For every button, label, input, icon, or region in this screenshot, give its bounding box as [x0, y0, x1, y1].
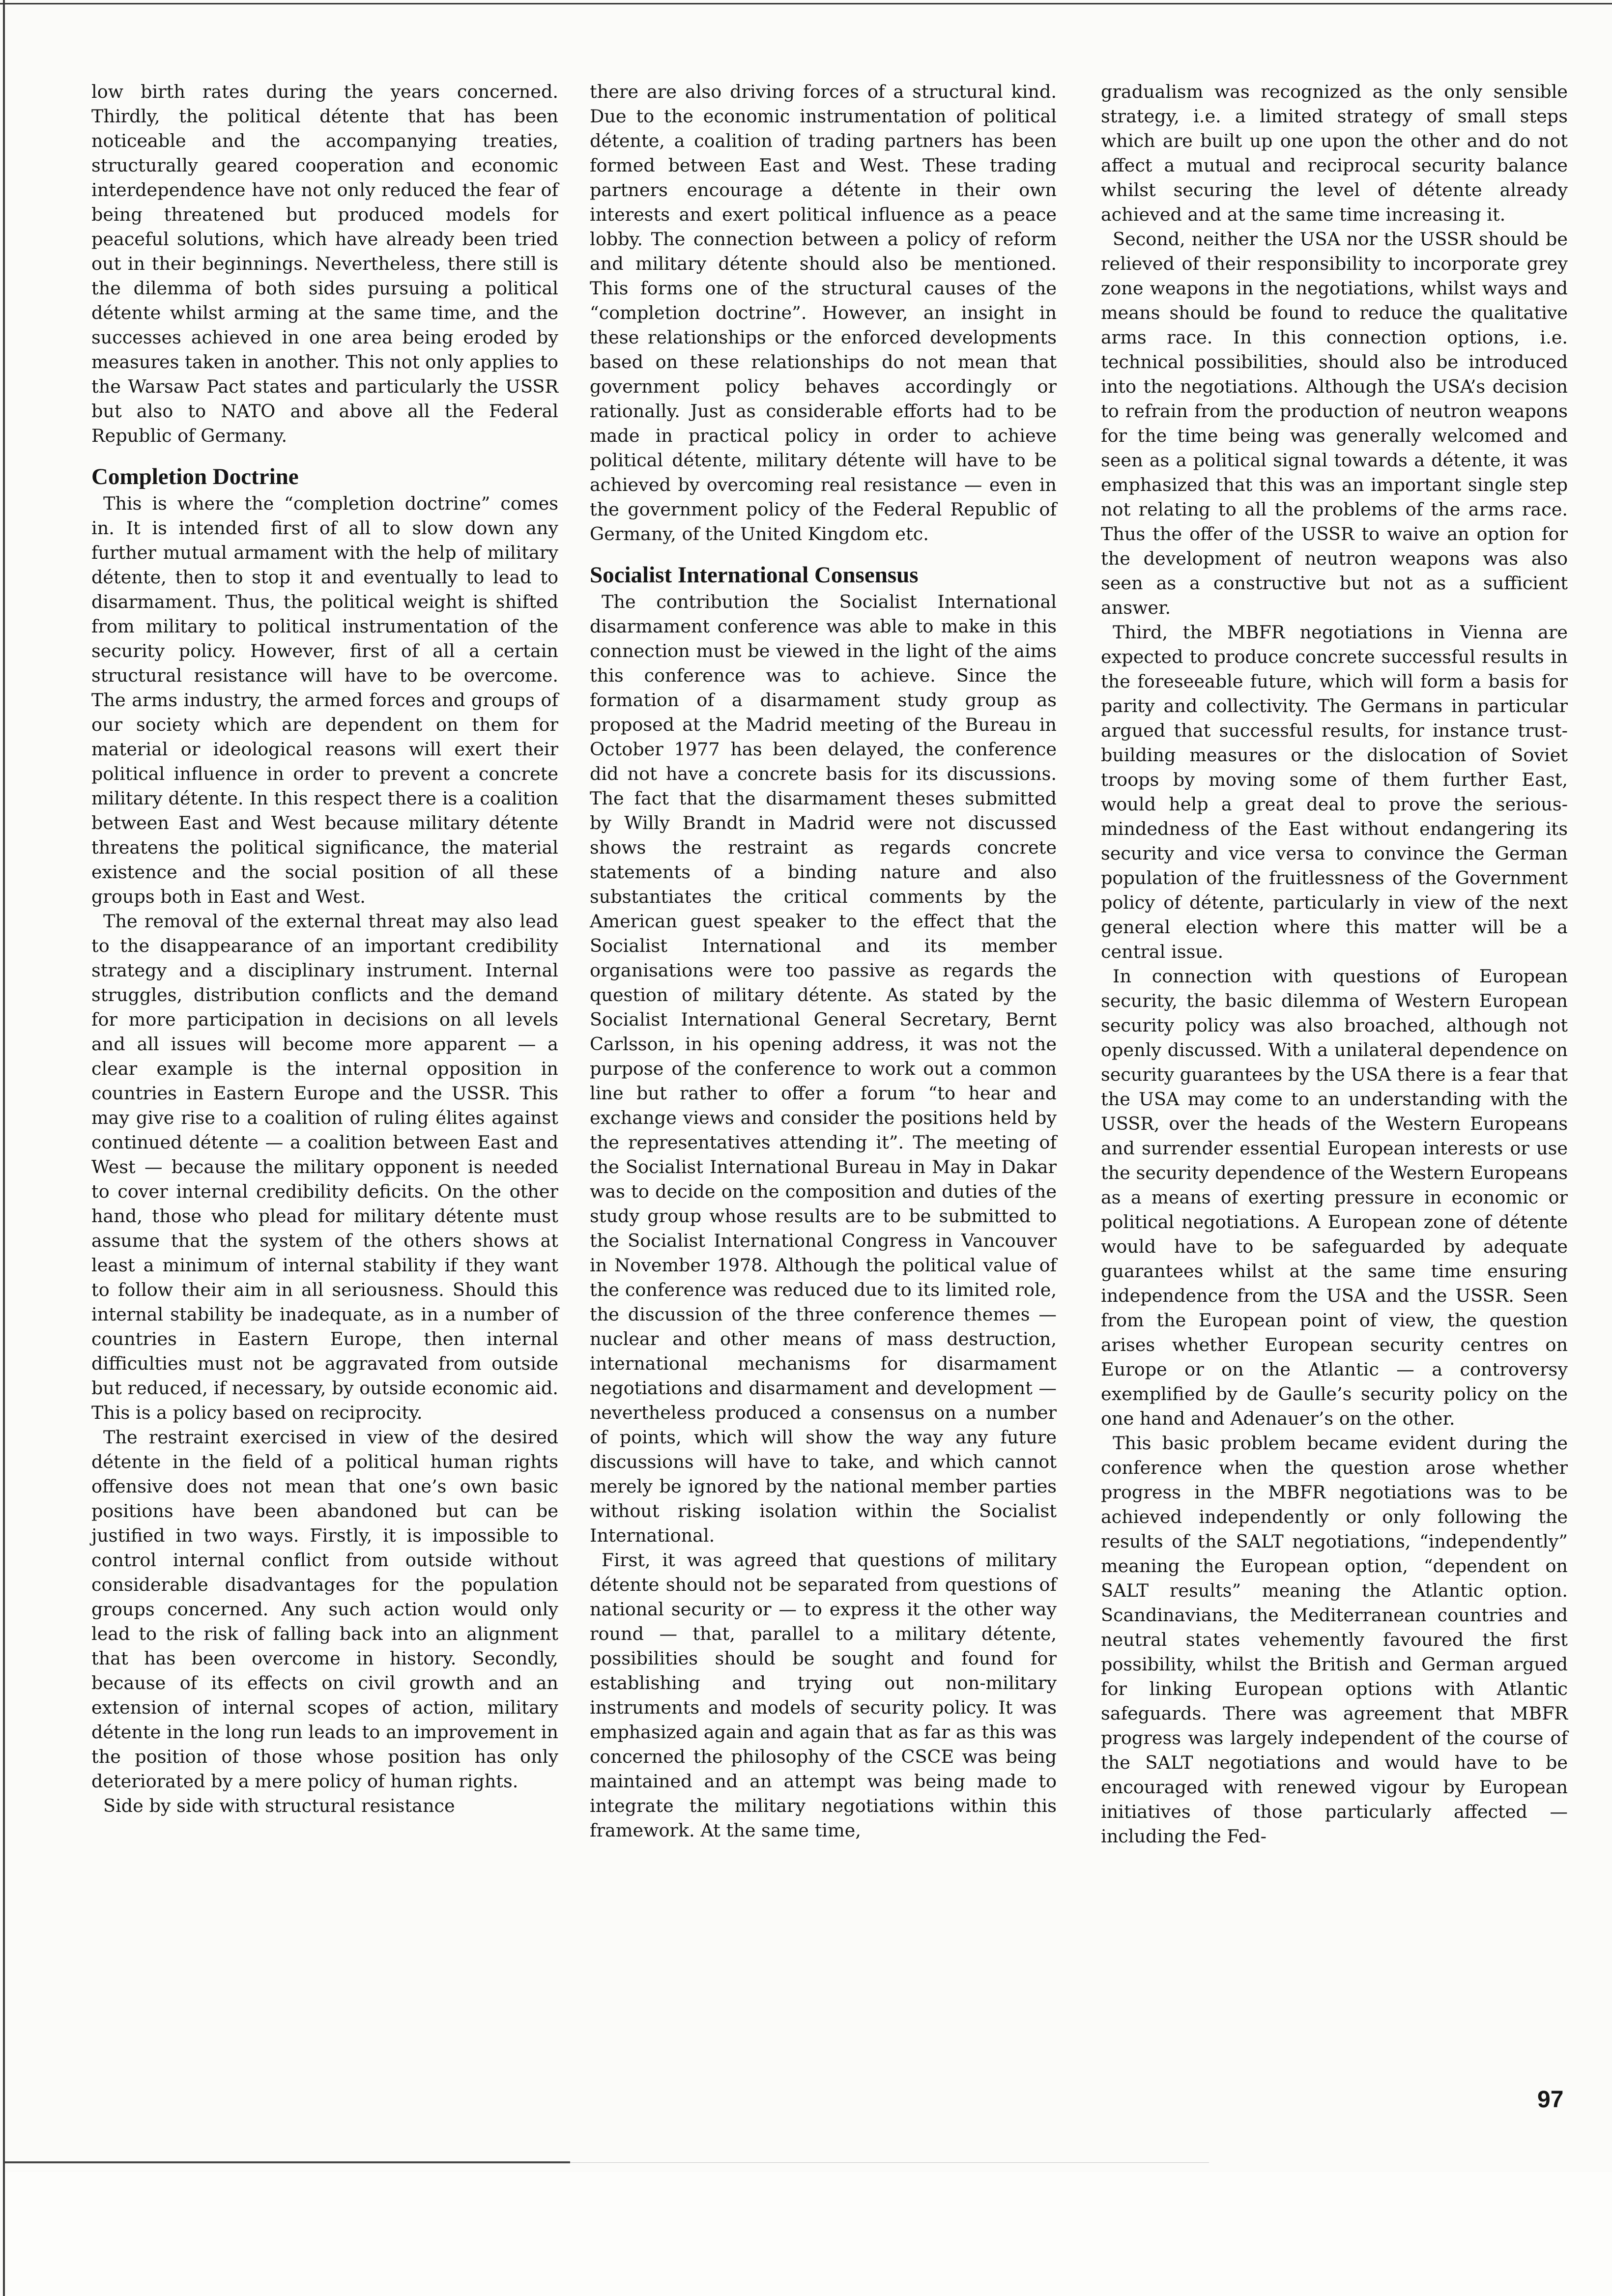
paragraph: This basic problem became evident during the conference when the question arose whether progress in the MBFR negotiations was to be achieved independently or only following the results of the SALT negotiations, “independently” meaning the European option, “dependent on SALT results” meaning the Atlantic option. Scandinavians, the Mediterranean countries and neutral states vehemently favoured the first possibility, whilst the British and German argued for linking European options with Atlantic safeguards. There was agreement that MBFR progress was largely independent of the course of the SALT negotiations and would have to be encouraged with renewed vigour by European initiatives of those particularly affected — including the Fed- [1101, 1433, 1568, 1847]
paragraph: Second, neither the USA nor the USSR should be relieved of their responsibility to incorporate grey zone weapons in the negotiations, whilst ways and means should be found to reduce the qualitative arms race. In this connection options, i.e. technical possibilities, should also be introduced into the negotiations. Although the USA’s decision to refrain from the production of neutron weapons for the time being was generally welcomed and seen as a political signal towards a détente, it was emphasized that this was an important single step not relating to all the problems of the arms race. Thus the offer of the USSR to waive an option for the development of neutron weapons was also seen as a constructive but not as a sufficient answer. [1101, 229, 1568, 618]
paragraph: gradualism was recognized as the only sensible strategy, i.e. a limited strategy of small steps which are built up one upon the other and do not affect a mutual and reciprocal security balance whilst securing the level of détente already achieved and at the same time increasing it. [1101, 81, 1568, 225]
paragraph: The removal of the external threat may also lead to the disappearance of an important credibility strategy and a disciplinary instrument. Internal struggles, distribution conflicts and the demand for more participation in decisions on all levels and all issues will become more apparent — a clear example is the internal opposition in countries in Eastern Europe and the USSR. This may give rise to a coalition of ruling élites against continued détente — a coalition between East and West — because the military opponent is needed to cover internal credibility deficits. On the other hand, those who plead for military détente must assume that the system of the others shows at least a minimum of internal stability if they want to follow their aim in all seriousness. Should this internal stability be inadequate, as in a number of countries in Eastern Europe, then internal difficulties must not be aggravated from outside but reduced, if necessary, by outside economic aid. This is a policy based on reciprocity. [91, 911, 558, 1423]
text-column-2 [590, 80, 1057, 1843]
bottom-faint-rule [570, 2162, 1209, 2163]
paragraph: there are also driving forces of a structural kind. Due to the economic instrumentation of political détente, a coalition of trading partners has been formed between East and West. These trading partners encourage a détente in their own interests and exert political influence as a peace lobby. The connection between a policy of reform and military détente should also be mentioned. This forms one of the structural causes of the “completion doctrine”. However, an insight in these relationships or the enforced developments based on these relationships do not mean that government policy behaves accordingly or rationally. Just as considerable efforts had to be made in practical policy in order to achieve political détente, military détente will have to be achieved by overcoming real resistance — even in the government policy of the Federal Republic of Germany, of the United Kingdom etc. [590, 81, 1057, 545]
paragraph: The restraint exercised in view of the desired détente in the field of a political human rights offensive does not mean that one’s own basic positions have been abandoned but can be justified in two ways. Firstly, it is impossible to control internal conflict from outside without considerable disadvantages for the population groups concerned. Any such action would only lead to the risk of falling back into an alignment that has been overcome in history. Secondly, because of its effects on civil growth and an extension of internal scopes of action, military détente in the long run leads to an improvement in the position of those whose position has only deteriorated by a mere policy of human rights. [91, 1427, 558, 1792]
section-heading-socialist-international-consensus: Socialist International Consensus [590, 562, 919, 588]
paragraph: Side by side with structural resistance [103, 1795, 455, 1816]
paragraph: This is where the “completion doctrine” comes in. It is intended first of all to slow down any further mutual armament with the help of military détente, then to stop it and eventually to lead to disarmament. Thus, the political weight is shifted from military to political instrumentation of the security policy. However, first of all a certain structural resistance will have to be overcome. The arms industry, the armed forces and groups of our society which are dependent on them for material or ideological reasons will exert their political influence in order to prevent a concrete military détente. In this respect there is a coalition between East and West because military détente threatens the political significance, the material existence and the social position of all these groups both in East and West. [91, 493, 558, 907]
page-number: 97 [1537, 2087, 1564, 2113]
paragraph: Third, the MBFR negotiations in Vienna are expected to produce concrete successful results in the foreseeable future, which will form a basis for parity and collectivity. The Germans in particular argued that successful results, for instance trust-building measures or the dislocation of Soviet troops by moving some of them further East, would help a great deal to prove the serious-mindedness of the East without endangering its security and vice versa to convince the German population of the fruitlessness of the Government policy of détente, particularly in view of the next general election where this matter will be a central issue. [1101, 622, 1568, 962]
section-heading-completion-doctrine: Completion Doctrine [91, 464, 299, 489]
left-border-rule [3, 0, 5, 2296]
top-border-rule [0, 3, 1612, 4]
page-bottom-margin [5, 2172, 1612, 2296]
paragraph: The contribution the Socialist International disarmament conference was able to make in this connection must be viewed in the light of the aims this conference was to achieve. Since the formation of a disarmament study group as proposed at the Madrid meeting of the Bureau in October 1977 has been delayed, the conference did not have a concrete basis for its discussions. The fact that the disarmament theses submitted by Willy Brandt in Madrid were not discussed shows the restraint as regards concrete statements of a binding nature and also substantiates the critical comments by the American guest speaker to the effect that the Socialist International and its member organisations were too passive as regards the question of military détente. As stated by the Socialist International General Secretary, Bernt Carlsson, in his opening address, it was not the purpose of the conference to work out a common line but rather to offer a forum “to hear and exchange views and consider the positions held by the representatives attending it”. The meeting of the Socialist International Bureau in May in Dakar was to decide on the composition and duties of the study group whose results are to be submitted to the Socialist International Congress in Vancouver in November 1978. Although the political value of the conference was reduced due to its limited role, the discussion of the three conference themes — nuclear and other means of mass destruction, international mechanisms for disarmament negotiations and disarmament and development — nevertheless produced a consensus on a number of points, which will show the way any future discussions will have to take, and which cannot merely be ignored by the national member parties without risking isolation within the Socialist International. [590, 591, 1057, 1546]
text-column-1 [91, 80, 558, 1818]
paragraph: In connection with questions of European security, the basic dilemma of Western European security policy was also broached, although not openly discussed. With a unilateral dependence on security guarantees by the USA there is a fear that the USA may come to an understanding with the USSR, over the heads of the Western Europeans and surrender essential European interests or use the security dependence of the Western Europeans as a means of exerting pressure in economic or political negotiations. A European zone of détente would have to be safeguarded by adequate guarantees whilst at the same time ensuring independence from the USA and the USSR. Seen from the European point of view, the question arises whether European security centres on Europe or on the Atlantic — a controversy exemplified by de Gaulle’s security policy on the one hand and Adenauer’s on the other. [1101, 966, 1568, 1429]
text-column-3 [1101, 80, 1568, 1849]
paragraph: First, it was agreed that questions of military détente should not be separated from questions of national security or — to express it the other way round — that, parallel to a military détente, possibilities should be sought and found for establishing and trying out non-military instruments and models of security policy. It was emphasized again and again that as far as this was concerned the philosophy of the CSCE was being maintained and an attempt was being made to integrate the military negotiations within this framework. At the same time, [590, 1550, 1057, 1841]
bottom-border-rule [5, 2161, 570, 2163]
paragraph: low birth rates during the years concerned. Thirdly, the political détente that has been noticeable and the accompanying treaties, structurally geared cooperation and economic interdependence have not only reduced the fear of being threatened but produced models for peaceful solutions, which have already been tried out in their beginnings. Nevertheless, there still is the dilemma of both sides pursuing a political détente whilst arming at the same time, and the successes achieved in one area being eroded by measures taken in another. This not only applies to the Warsaw Pact states and particularly the USSR but also to NATO and above all the Federal Republic of Germany. [91, 81, 558, 446]
